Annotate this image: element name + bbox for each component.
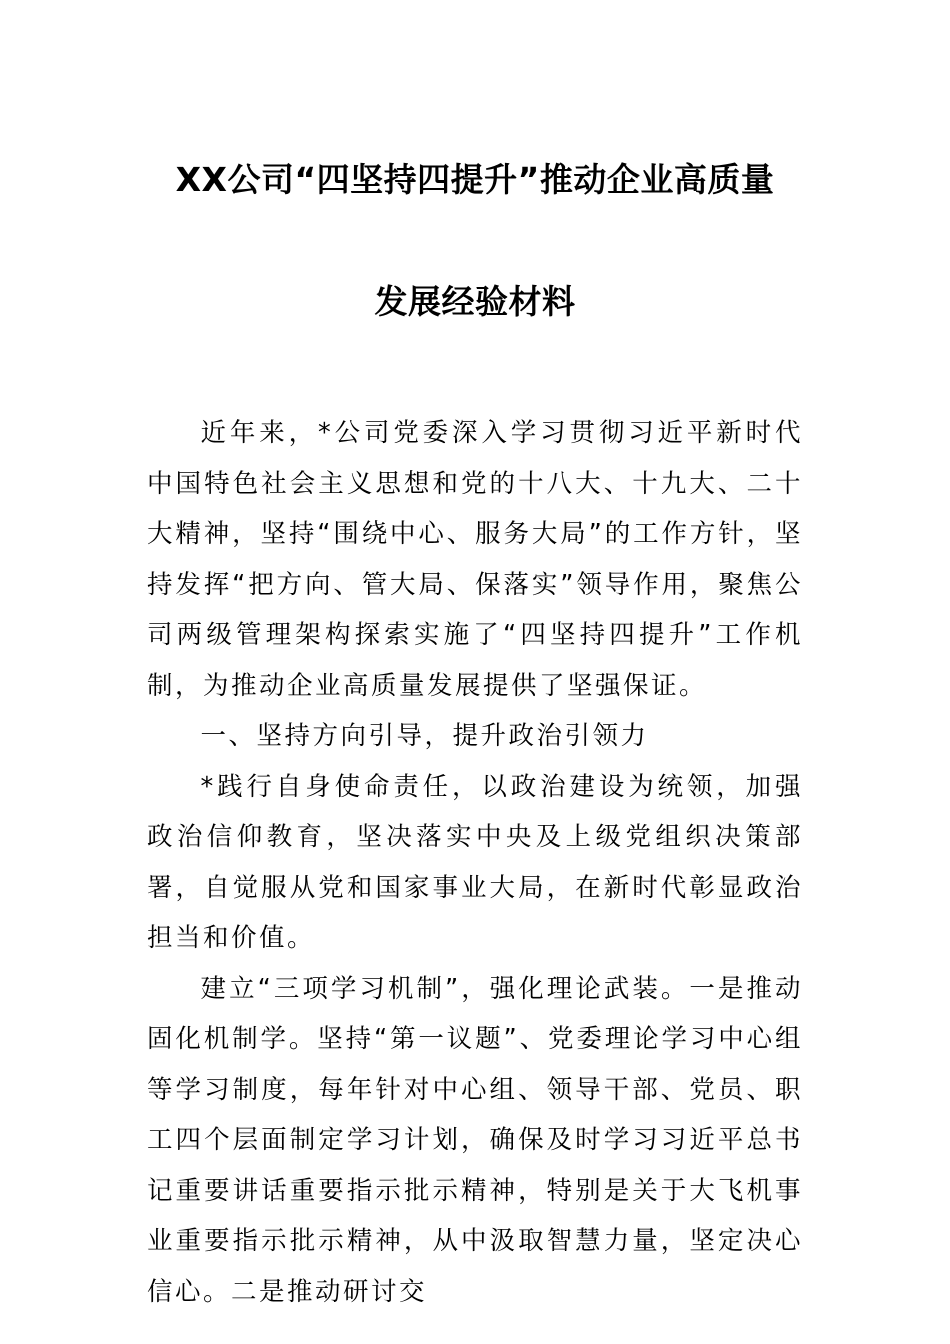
document-title-line-2: 发展经验材料 — [374, 282, 576, 321]
body-paragraph-learning-mechanism: 建立“三项学习机制”，强化理论武装。一是推动固化机制学。坚持“第一议题”、党委理论学习中心组等学习制度，每年针对中心组、领导干部、党员、职工四个层面制定学习计划，确保及时学习习近平总书记重要讲话重要指示批示精神，特别是关于大飞机事业重要指示批示精神，从中汲取智慧力量，坚定决心信心。二是推动研讨交 — [147, 973, 803, 1307]
body-paragraph-intro: 近年来，*公司党委深入学习贯彻习近平新时代中国特色社会主义思想和党的十八大、十九大、二十大精神，坚持“围绕中心、服务大局”的工作方针，坚持发挥“把方向、管大局、保落实”领导作用，聚焦公司两级管理架构探索实施了“四坚持四提升”工作机制，为推动企业高质量发展提供了坚强保证。 — [147, 418, 803, 701]
body-paragraph-practice: *践行自身使命责任，以政治建设为统领，加强政治信仰教育，坚决落实中央及上级党组织决策部署，自觉服从党和国家事业大局，在新时代彰显政治担当和价值。 — [147, 771, 803, 953]
document-title-line-1: XX公司“四坚持四提升”推动企业高质量 — [175, 160, 775, 199]
section-heading-1: 一、坚持方向引导，提升政治引领力 — [200, 721, 649, 751]
document-body — [147, 408, 803, 1317]
